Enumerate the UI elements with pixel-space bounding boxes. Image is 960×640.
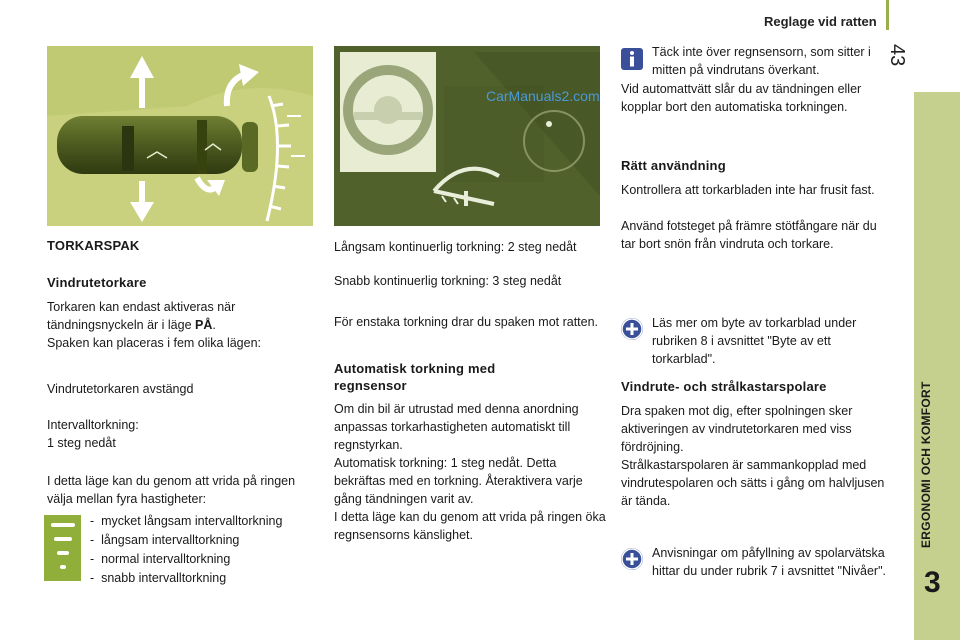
paragraph-snow: Använd fotsteget på främre stötfångare när du tar bort snön från vindruta och torkare. — [621, 219, 877, 251]
wiper-stalk-illustration — [47, 46, 313, 226]
page-number: 43 — [886, 44, 908, 67]
info-note: Täck inte över regnsensorn, som sitter i mitten på vindrutans överkant. — [652, 45, 871, 77]
speed-list — [90, 512, 320, 588]
plus-icon — [621, 548, 643, 570]
paragraph-frozen: Kontrollera att torkarbladen inte har frusit fast. — [621, 183, 875, 197]
subsection-title-washers: Vindrute- och strålkastarspolare — [621, 379, 827, 394]
subsection-title: Vindrutetorkare — [47, 275, 147, 290]
paragraph-four-speeds: I detta läge kan du genom att vrida på ringen välja mellan fyra hastigheter: — [47, 474, 296, 506]
list-item: - normal intervalltorkning — [90, 552, 231, 566]
section-title: TORKARSPAK — [47, 238, 140, 253]
paragraph-slow-continuous: Långsam kontinuerlig torkning: 2 steg nedåt — [334, 240, 577, 254]
paragraph-off: Vindrutetorkaren avstängd — [47, 382, 194, 396]
wiper-stalk-drawing — [47, 46, 313, 226]
speed-levels-icon — [44, 515, 81, 581]
chapter-number: 3 — [924, 566, 941, 599]
header-title: Reglage vid ratten — [764, 14, 877, 29]
rain-sensor-illustration — [334, 46, 600, 226]
rain-sensor-drawing — [334, 46, 600, 226]
paragraph-positions: Spaken kan placeras i fem olika lägen: — [47, 336, 262, 350]
paragraph-one-step: 1 steg nedåt — [47, 436, 116, 450]
list-item: - snabb intervalltorkning — [90, 571, 227, 585]
paragraph-car-wash: Vid automattvätt slår du av tändningen eller kopplar bort den automatiska torkningen. — [621, 82, 862, 114]
plus-note-wiper-blade: Läs mer om byte av torkarblad under rubriken 8 i avsnittet "Byte av ett torkarblad". — [652, 316, 857, 366]
paragraph-auto-wipe: Automatisk torkning: 1 steg nedåt. Detta bekräftas med en torkning. Återaktivera varje gång tändningen varit av. — [334, 456, 583, 506]
paragraph-sensitivity: I detta läge kan du genom att vrida på ringen öka regnsensorns känslighet. — [334, 510, 606, 542]
paragraph-fast-continuous: Snabb kontinuerlig torkning: 3 steg nedåt — [334, 274, 562, 288]
paragraph-intermittent: Intervalltorkning: — [47, 418, 139, 432]
subsection-title-correct-use: Rätt användning — [621, 158, 726, 173]
paragraph-rain-adapt: Om din bil är utrustad med denna anordning anpassas torkarhastigheten automatiskt till regnstyrkan. — [334, 402, 579, 452]
info-icon — [621, 48, 643, 70]
paragraph-washer-pull: Dra spaken mot dig, efter spolningen sker aktiveringen av vindrutetorkaren med viss fördröjning. — [621, 404, 853, 454]
watermark-text: CarManuals2.com — [486, 88, 600, 104]
subsection-title-rain-sensor: Automatisk torkning med regnsensor — [334, 361, 496, 393]
paragraph-ignition: Torkaren kan endast aktiveras när tändningsnyckeln är i läge PÅ. — [47, 300, 236, 332]
paragraph-single-wipe: För enstaka torkning drar du spaken mot ratten. — [334, 315, 599, 329]
plus-note-washer-fluid: Anvisningar om påfyllning av spolarvätska hittar du under rubrik 7 i avsnittet "Nivåer". — [652, 546, 886, 578]
side-tab-label: ERGONOMI OCH KOMFORT — [919, 381, 933, 548]
paragraph-headlamp-washer: Strålkastarspolaren är sammankopplad med vindrutespolaren och sätts i gång om halvljusen är tända. — [621, 458, 885, 508]
plus-icon — [621, 318, 643, 340]
list-item: - mycket långsam intervalltorkning — [90, 514, 283, 528]
header-rule — [886, 0, 889, 30]
list-item: - långsam intervalltorkning — [90, 533, 240, 547]
